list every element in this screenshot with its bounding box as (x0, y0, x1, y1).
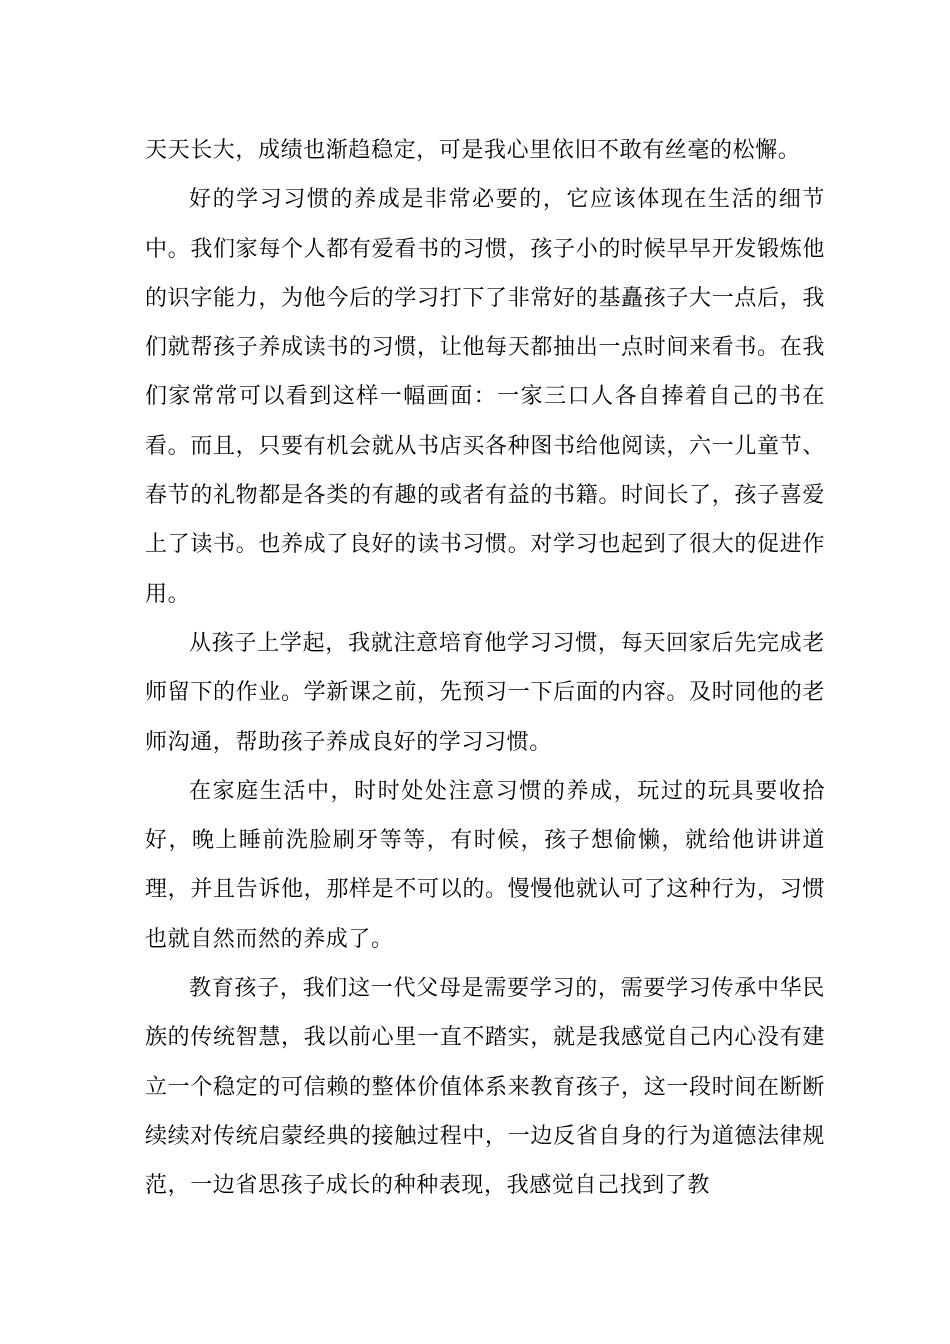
paragraph-school-habits: 从孩子上学起，我就注意培育他学习习惯，每天回家后先完成老师留下的作业。学新课之前，先预习一下后面的内容。及时同他的老师沟通，帮助孩子养成良好的学习习惯。 (145, 630, 825, 755)
paragraph-study-habits: 好的学习习惯的养成是非常必要的，它应该体现在生活的细节中。我们家每个人都有爱看书的习惯，孩子小的时候早早开发锻炼他的识字能力，为他今后的学习打下了非常好的基矗孩子大一点后，我们就帮孩子养成读书的习惯，让他每天都抽出一点时间来看书。在我们家常常可以看到这样一幅画面：一家三口人各自捧着自己的书在看。而且，只要有机会就从书店买各种图书给他阅读，六一儿童节、春节的礼物都是各类的有趣的或者有益的书籍。时间长了，孩子喜爱上了读书。也养成了良好的读书习惯。对学习也起到了很大的促进作用。 (145, 187, 825, 607)
paragraph-parent-learning: 教育孩子，我们这一代父母是需要学习的，需要学习传承中华民族的传统智慧，我以前心里一直不踏实，就是我感觉自己内心没有建立一个稳定的可信赖的整体价值体系来教育孩子，这一段时间在断断续续对传统启蒙经典的接触过程中，一边反省自身的行为道德法律规范，一边省思孩子成长的种种表现，我感觉自己找到了教 (145, 976, 825, 1199)
document-body (145, 126, 825, 1211)
paragraph-home-habits: 在家庭生活中，时时处处注意习惯的养成，玩过的玩具要收拾好，晚上睡前洗脸刷牙等等，有时候，孩子想偷懒，就给他讲讲道理，并且告诉他，那样是不可以的。慢慢他就认可了这种行为，习惯也就自然而然的养成了。 (145, 778, 825, 952)
paragraph-continued: 天天长大，成绩也渐趋稳定，可是我心里依旧不敢有丝毫的松懈。 (145, 138, 801, 163)
